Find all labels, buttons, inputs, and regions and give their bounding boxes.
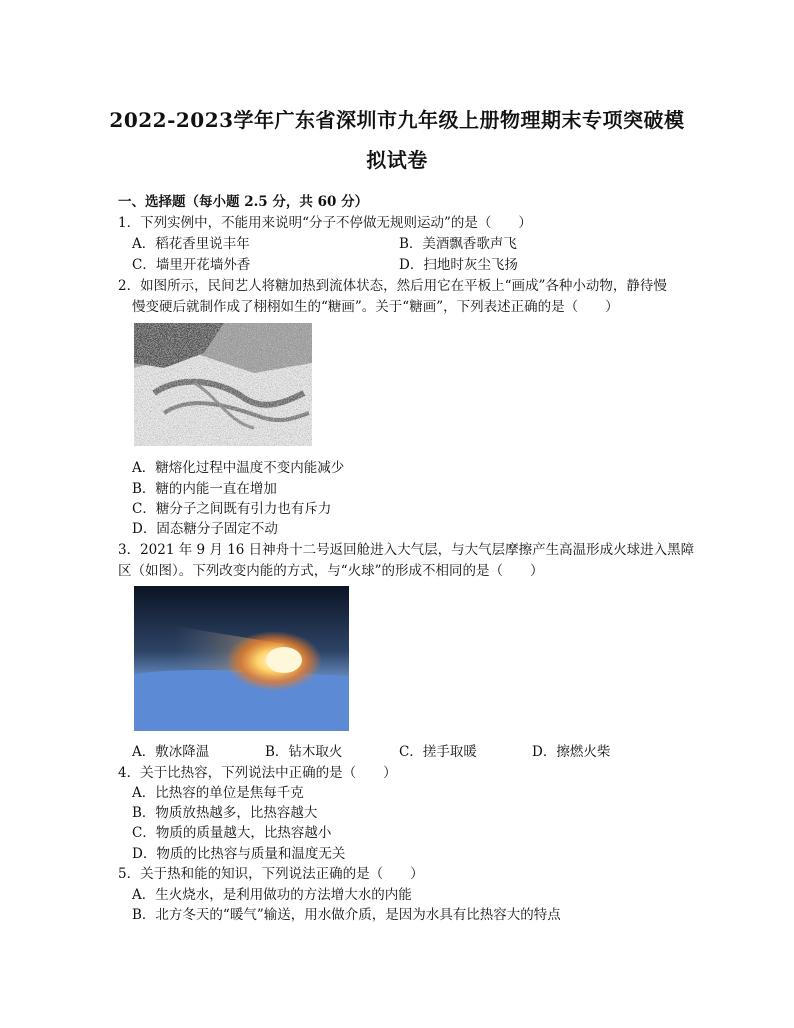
q5-option-b: B．北方冬天的“暖气”输送，用水做介质，是因为水具有比热容大的特点	[132, 907, 561, 923]
q5-stem: 5．关于热和能的知识，下列说法正确的是（ ）	[118, 866, 424, 882]
document-title-line2: 拟试卷	[366, 148, 428, 172]
q2-option-d: D．固态糖分子固定不动	[132, 521, 278, 537]
q3-option-d: D．擦燃火柴	[532, 744, 611, 760]
section-heading: 一、选择题（每小题 2.5 分，共 60 分）	[118, 194, 369, 210]
q2-option-b: B．糖的内能一直在增加	[132, 481, 277, 497]
q4-option-b: B．物质放热越多，比热容越大	[132, 805, 318, 821]
q1-option-c: C．墙里开花墙外香	[132, 257, 251, 273]
q1-option-a: A．稻花香里说丰年	[132, 236, 250, 252]
q1-stem: 1．下列实例中，不能用来说明“分子不停做无规则运动”的是（ ）	[118, 215, 532, 231]
q1-option-b: B．美酒飘香歌声飞	[399, 236, 517, 252]
q4-option-a: A．比热容的单位是焦每千克	[132, 785, 304, 801]
document-title-line1: 2022-2023学年广东省深圳市九年级上册物理期末专项突破模	[109, 108, 685, 132]
q2-stem-line2: 慢变硬后就制作成了栩栩如生的“糖画”。关于“糖画”，下列表述正确的是（ ）	[132, 299, 619, 315]
q3-option-c: C．搓手取暖	[399, 744, 477, 760]
q4-stem: 4．关于比热容，下列说法中正确的是（ ）	[118, 765, 397, 781]
q3-stem-line1: 3．2021 年 9 月 16 日神舟十二号返回舱进入大气层，与大气层摩擦产生高温形成火球进入黑障	[118, 542, 695, 558]
q3-stem-line2: 区（如图）。下列改变内能的方式，与“火球”的形成不相同的是（ ）	[118, 563, 544, 579]
q4-option-d: D．物质的比热容与质量和温度无关	[132, 846, 346, 862]
q2-option-a: A．糖熔化过程中温度不变内能减少	[132, 460, 345, 476]
q2-option-c: C．糖分子之间既有引力也有斥力	[132, 501, 332, 517]
q2-stem-line1: 2．如图所示，民间艺人将糖加热到流体状态，然后用它在平板上“画成”各种小动物，静待慢	[118, 278, 667, 294]
q3-option-a: A．敷冰降温	[132, 744, 210, 760]
q1-option-d: D．扫地时灰尘飞扬	[399, 257, 518, 273]
q5-option-a: A．生火烧水，是利用做功的方法增大水的内能	[132, 887, 412, 903]
sugar-painting-image	[134, 323, 312, 446]
reentry-fireball-image	[134, 586, 349, 731]
q3-option-b: B．钻木取火	[265, 744, 343, 760]
q4-option-c: C．物质的质量越大，比热容越小	[132, 825, 332, 841]
